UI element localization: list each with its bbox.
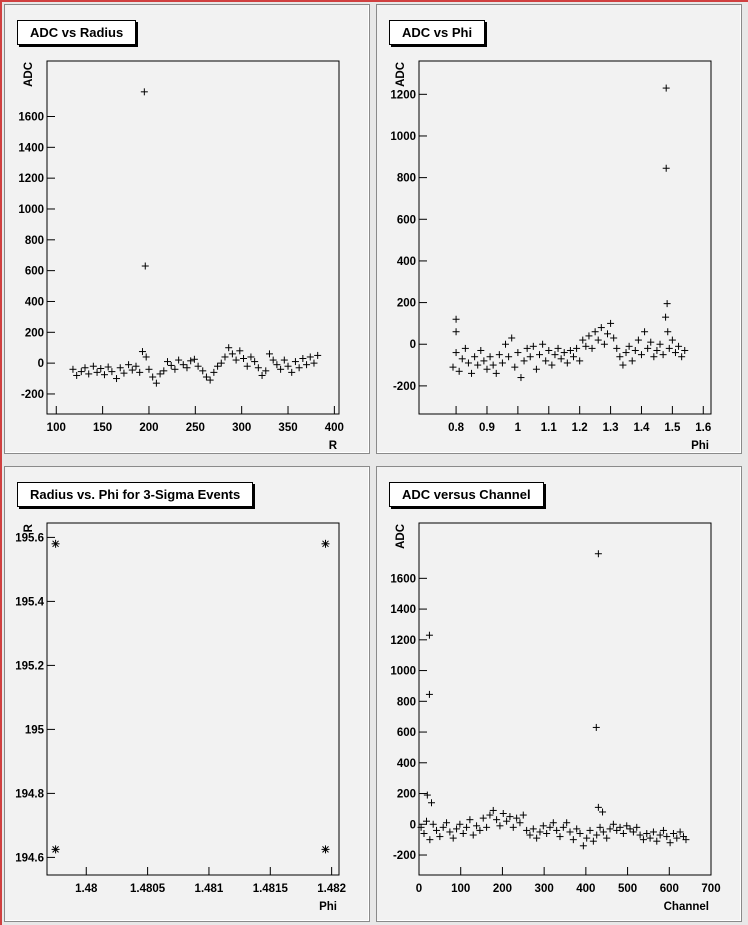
y-tick-label: 195.2: [15, 660, 44, 673]
y-tick-label: -200: [392, 850, 416, 863]
data-point: [322, 540, 330, 548]
x-tick-label: 1.481: [194, 883, 224, 895]
x-tick-label: 700: [701, 883, 721, 895]
y-tick-label: 1400: [390, 604, 416, 617]
y-tick-label: 400: [396, 757, 416, 770]
plot-svg-1: [377, 5, 741, 453]
data-point: [52, 540, 60, 548]
y-axis-label: R: [23, 524, 35, 533]
y-tick-label: 200: [24, 327, 44, 340]
pad-radius-vs-phi[interactable]: [4, 466, 370, 922]
x-tick-label: 0.9: [478, 422, 495, 434]
x-tick-label: 400: [324, 422, 344, 434]
chart-title: Radius vs. Phi for 3-Sigma Events: [17, 482, 253, 507]
y-tick-label: 194.6: [15, 852, 44, 865]
x-tick-label: 1.4815: [252, 883, 288, 895]
y-tick-label: 600: [24, 265, 44, 278]
x-tick-label: 1.48: [75, 883, 98, 895]
x-tick-label: 300: [534, 883, 554, 895]
x-tick-label: 1.482: [317, 883, 347, 895]
pad-adc-vs-radius[interactable]: [4, 4, 370, 454]
y-tick-label: 600: [396, 727, 416, 740]
x-tick-label: 350: [278, 422, 298, 434]
pad-adc-versus-channel[interactable]: [376, 466, 742, 922]
y-tick-label: 195.6: [15, 532, 44, 545]
pad-adc-vs-phi[interactable]: [376, 4, 742, 454]
y-tick-label: 1000: [390, 130, 416, 143]
x-tick-label: 150: [93, 422, 113, 434]
y-tick-label: 0: [37, 358, 44, 371]
y-tick-label: 195.4: [15, 596, 44, 609]
y-tick-label: 1600: [390, 573, 416, 586]
x-tick-label: 0: [415, 883, 423, 895]
y-tick-label: 1600: [18, 111, 44, 124]
y-tick-label: 200: [396, 297, 416, 310]
y-axis-label: ADC: [395, 524, 407, 549]
y-axis-label: ADC: [395, 62, 407, 87]
y-tick-label: 0: [409, 339, 416, 352]
data-point: [322, 845, 330, 853]
y-tick-label: 1000: [18, 203, 44, 216]
x-tick-label: 1.4: [633, 422, 650, 434]
x-tick-label: 1.6: [695, 422, 712, 434]
y-tick-label: 600: [396, 214, 416, 227]
plot-svg-3: [377, 467, 741, 921]
x-tick-label: 100: [46, 422, 66, 434]
y-tick-label: 800: [396, 172, 416, 185]
y-tick-label: -200: [20, 388, 44, 401]
y-tick-label: 194.8: [15, 788, 44, 801]
x-tick-label: 1: [514, 422, 522, 434]
x-tick-label: 1.1: [540, 422, 557, 434]
y-tick-label: 1000: [390, 665, 416, 678]
y-axis-label: ADC: [23, 62, 35, 87]
x-tick-label: 1.3: [602, 422, 619, 434]
y-tick-label: 400: [24, 296, 44, 309]
x-tick-label: 200: [492, 883, 513, 895]
y-tick-label: 1200: [390, 89, 416, 102]
x-axis-label: Phi: [319, 901, 337, 913]
x-tick-label: 600: [659, 883, 679, 895]
y-tick-label: 0: [409, 819, 416, 832]
x-tick-label: 1.2: [571, 422, 588, 434]
y-tick-label: 1200: [18, 173, 44, 186]
chart-title: ADC vs Radius: [17, 20, 136, 45]
plot-svg-0: [5, 5, 369, 453]
y-tick-label: 200: [396, 788, 416, 801]
chart-title: ADC vs Phi: [389, 20, 485, 45]
x-tick-label: 0.8: [448, 422, 465, 434]
plot-area: [419, 523, 711, 875]
plot-area: [419, 61, 711, 414]
y-tick-label: -200: [392, 380, 416, 393]
y-tick-label: 1400: [18, 142, 44, 155]
chart-title: ADC versus Channel: [389, 482, 544, 507]
x-tick-label: 500: [617, 883, 638, 895]
y-tick-label: 800: [396, 696, 416, 709]
x-tick-label: 250: [185, 422, 205, 434]
x-axis-label: R: [328, 440, 337, 452]
x-tick-label: 200: [139, 422, 159, 434]
plot-svg-2: [5, 467, 369, 921]
y-tick-label: 800: [24, 234, 44, 247]
x-tick-label: 1.4805: [130, 883, 166, 895]
x-tick-label: 300: [232, 422, 252, 434]
x-tick-label: 1.5: [664, 422, 681, 434]
y-tick-label: 1200: [390, 634, 416, 647]
x-tick-label: 400: [576, 883, 596, 895]
plot-area: [47, 523, 339, 875]
y-tick-label: 400: [396, 255, 416, 268]
x-axis-label: Channel: [663, 901, 709, 913]
y-tick-label: 195: [24, 724, 44, 737]
data-point: [52, 845, 60, 853]
x-axis-label: Phi: [691, 440, 709, 452]
x-tick-label: 100: [451, 883, 471, 895]
